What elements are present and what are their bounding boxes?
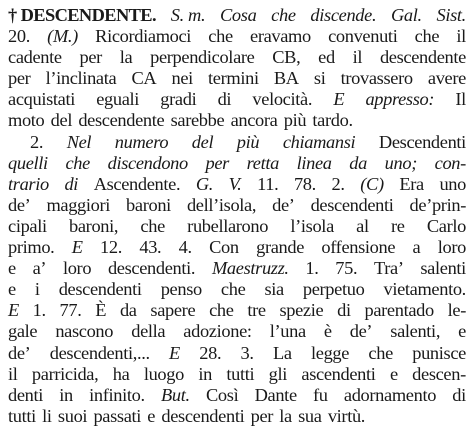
text-line	[8, 195, 466, 216]
word: E	[71, 237, 83, 258]
word: † DESCENDENTE.	[8, 5, 156, 25]
word: e	[458, 321, 466, 342]
word: al	[356, 215, 369, 236]
word: appresso:	[365, 89, 435, 110]
word: descen-	[412, 363, 466, 384]
word: di	[337, 300, 351, 321]
word: l’una	[269, 321, 306, 342]
word: del	[50, 110, 73, 131]
word: luogo	[143, 363, 184, 384]
text-line	[8, 89, 466, 110]
word: G.	[195, 173, 214, 194]
word: Descendenti	[378, 131, 466, 152]
word: tutti	[8, 405, 36, 426]
word: sua	[298, 405, 322, 426]
word: che	[208, 26, 233, 47]
word: di	[217, 89, 232, 110]
word: Ascendente.	[93, 173, 181, 194]
word: Il	[455, 89, 466, 110]
word: perpetuo	[302, 279, 365, 300]
word: tutti	[226, 363, 255, 384]
word: sapere	[150, 300, 196, 321]
word: V.	[228, 173, 242, 194]
word: che	[368, 342, 393, 363]
word: a	[412, 237, 421, 258]
word: la	[119, 47, 133, 68]
word: ha	[112, 363, 130, 384]
word: a’	[32, 258, 47, 279]
word: rubellarono	[187, 215, 269, 236]
word: gradi	[160, 89, 197, 110]
word: S. m.	[170, 5, 206, 25]
word: E	[8, 300, 19, 321]
word: che	[209, 300, 234, 321]
text-line	[8, 237, 466, 258]
word: loro	[62, 258, 92, 279]
text-line	[8, 385, 466, 406]
word: e	[147, 405, 156, 426]
word: 3.	[240, 342, 254, 363]
word: punisce	[412, 342, 466, 363]
word: suoi	[57, 405, 88, 426]
word: Era	[399, 173, 424, 194]
word: e	[8, 258, 16, 279]
word: nascono	[55, 321, 114, 342]
word: salenti,	[390, 321, 441, 342]
word: descendenti	[161, 405, 245, 426]
text-line	[8, 47, 466, 68]
word: spezie	[279, 300, 324, 321]
word: velocità.	[252, 89, 313, 110]
word: 12.	[100, 237, 122, 258]
word: da	[349, 152, 367, 173]
word: infinito.	[89, 384, 145, 405]
word: moto	[8, 110, 45, 131]
text-line	[8, 279, 466, 300]
word: retta	[246, 152, 279, 173]
word: convenuti	[328, 26, 398, 47]
word: il	[8, 363, 18, 384]
text-line	[8, 300, 466, 321]
word: l’isola	[290, 215, 334, 236]
word: trovassero	[340, 68, 413, 89]
word: denti	[8, 384, 44, 405]
word: discende.	[310, 5, 377, 25]
word: che	[65, 152, 90, 173]
word: gale	[8, 321, 38, 342]
word: la	[279, 405, 292, 426]
word: di	[452, 384, 466, 405]
word: Dante	[254, 384, 297, 405]
word: l’inclinata	[45, 68, 117, 89]
word: de’prin-	[409, 194, 466, 215]
word: descendenti	[58, 279, 142, 300]
word: 2.	[30, 131, 44, 152]
word: 28.	[199, 342, 222, 363]
word: 20.	[8, 26, 30, 47]
word: 2.	[331, 173, 345, 194]
text-line	[8, 258, 466, 279]
word: fu	[313, 384, 328, 405]
word: parentado	[364, 300, 434, 321]
word: primo.	[8, 237, 55, 258]
word: avere	[427, 68, 466, 89]
word: 77.	[59, 300, 82, 321]
word: gli	[268, 363, 288, 384]
word: È	[95, 300, 107, 321]
word: li	[42, 405, 52, 426]
word: cipali	[8, 215, 47, 236]
text-line	[8, 343, 466, 364]
word: per	[205, 152, 229, 173]
word: da	[119, 300, 137, 321]
word: descendente	[78, 110, 165, 131]
word: Gal.	[390, 5, 422, 25]
word: maggiori	[46, 194, 111, 215]
word: il	[456, 26, 466, 47]
word: Nel	[66, 131, 92, 152]
text-line	[8, 216, 466, 237]
word: vietamento.	[383, 279, 466, 300]
word: Così	[206, 384, 239, 405]
word: per	[250, 405, 274, 426]
word: perpendicolare	[150, 47, 255, 68]
word: adozione:	[183, 321, 252, 342]
word: in	[198, 363, 212, 384]
word: parricida,	[31, 363, 99, 384]
text-line	[8, 174, 466, 195]
word: più	[283, 110, 307, 131]
word: discendono	[107, 152, 188, 173]
word: Carlo	[426, 215, 466, 236]
word: salenti	[420, 258, 466, 279]
word: 43.	[139, 237, 162, 258]
word: de’	[349, 321, 373, 342]
word: per	[8, 68, 31, 89]
word: 11.	[257, 173, 279, 194]
word: descendente	[379, 47, 466, 68]
word: grande	[256, 237, 305, 258]
word: della	[131, 321, 166, 342]
word: dell’isola,	[186, 194, 257, 215]
word: CB,	[272, 47, 301, 68]
word: che	[140, 215, 165, 236]
word: e	[389, 363, 398, 384]
text-line	[8, 321, 466, 342]
word: baroni	[126, 194, 171, 215]
word: trario	[8, 173, 49, 194]
word: de’	[272, 194, 295, 215]
word: uno	[439, 173, 466, 194]
word: in	[59, 384, 73, 405]
word: (M.)	[47, 26, 78, 47]
word: (C)	[360, 173, 384, 194]
word: cadente	[8, 47, 62, 68]
word: offensione	[321, 237, 396, 258]
word: ed	[318, 47, 335, 68]
word: 1.	[32, 300, 46, 321]
word: il	[352, 47, 363, 68]
word: But.	[161, 384, 190, 405]
text-line	[8, 364, 466, 385]
word: acquistati	[8, 89, 75, 110]
word: Maestruzz.	[211, 258, 289, 279]
word: chiamansi	[282, 131, 356, 152]
word: di	[64, 173, 79, 194]
text-line	[8, 26, 466, 47]
word: quelli	[8, 152, 48, 173]
word: Con	[209, 237, 239, 258]
word: si	[313, 68, 326, 89]
word: 78.	[293, 173, 316, 194]
text-line	[8, 5, 466, 26]
word: numero	[114, 131, 169, 152]
word: termini	[208, 68, 259, 89]
word: passati	[93, 405, 142, 426]
word: legge	[311, 342, 350, 363]
word: de’	[8, 194, 31, 215]
word: sarebbe	[170, 110, 225, 131]
word: penso	[160, 279, 202, 300]
word: ascendenti	[301, 363, 376, 384]
word: che	[220, 279, 246, 300]
word: baroni,	[69, 215, 119, 236]
word: Ricordiamoci	[95, 26, 192, 47]
word: re	[391, 215, 405, 236]
word: nei	[171, 68, 193, 89]
word: che	[414, 26, 440, 47]
word: La	[272, 342, 292, 363]
word: adornamento	[343, 384, 437, 405]
word: del	[191, 131, 214, 152]
word: descendenti.	[107, 258, 196, 279]
word: con-	[434, 152, 466, 173]
word: i	[34, 279, 40, 300]
word: Tra’	[374, 258, 404, 279]
word: eravamo	[250, 26, 311, 47]
word: più	[236, 131, 260, 152]
word: linea	[296, 152, 332, 173]
word: descendenti	[310, 194, 394, 215]
text-line	[8, 153, 466, 174]
word: ancora	[230, 110, 278, 131]
word: è	[323, 321, 332, 342]
word: 1.	[305, 258, 319, 279]
word: 75.	[335, 258, 358, 279]
text-line	[8, 132, 466, 153]
word: BA	[273, 68, 299, 89]
word: E	[333, 89, 345, 110]
word: descendenti,...	[49, 342, 150, 363]
word: Cosa	[220, 5, 257, 25]
word: eguali	[96, 89, 140, 110]
word: 4.	[178, 237, 192, 258]
text-line	[8, 406, 466, 427]
word: loro	[437, 237, 466, 258]
word: tardo.	[312, 110, 353, 131]
word: de’	[8, 342, 31, 363]
text-line	[8, 110, 466, 131]
word: CA	[131, 68, 157, 89]
word: virtù.	[327, 405, 366, 426]
word: E	[169, 342, 180, 363]
word: e	[8, 279, 16, 300]
word: uno;	[384, 152, 417, 173]
word: che	[271, 5, 296, 25]
word: le-	[447, 300, 466, 321]
word: per	[79, 47, 102, 68]
text-line	[8, 68, 466, 89]
word: tre	[247, 300, 266, 321]
word: Sist.	[436, 5, 466, 25]
word: sia	[264, 279, 284, 300]
